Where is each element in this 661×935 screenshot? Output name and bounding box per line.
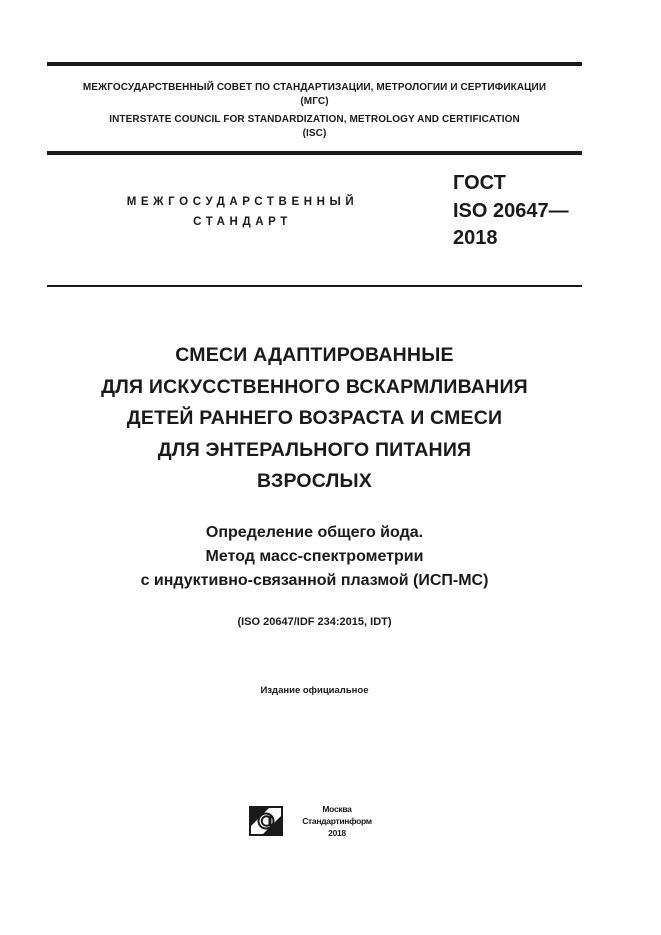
standard-type bbox=[100, 192, 385, 232]
title-line-1: СМЕСИ АДАПТИРОВАННЫЕ bbox=[175, 344, 454, 366]
document-subtitle bbox=[47, 521, 582, 593]
council-en-abbreviation: (ISC) bbox=[302, 127, 327, 139]
standard-type-line-1: МЕЖГОСУДАРСТВЕННЫЙ bbox=[126, 196, 359, 208]
top-divider bbox=[47, 62, 582, 66]
council-name-english bbox=[47, 113, 582, 140]
council-ru-abbreviation: (МГС) bbox=[300, 95, 329, 107]
council-name-russian bbox=[47, 81, 582, 108]
council-ru-line-1: МЕЖГОСУДАРСТВЕННЫЙ СОВЕТ ПО СТАНДАРТИЗАЦИИ, МЕТРОЛОГИИ И СЕРТИФИКАЦИИ bbox=[82, 82, 547, 93]
document-title bbox=[47, 340, 582, 498]
edition-note: Издание официальное bbox=[260, 685, 369, 696]
subtitle-line-1: Определение общего йода. bbox=[205, 524, 424, 541]
designation-line-1: ГОСТ bbox=[453, 172, 506, 194]
title-line-4: ДЛЯ ЭНТЕРАЛЬНОГО ПИТАНИЯ bbox=[157, 438, 472, 461]
title-line-2: ДЛЯ ИСКУССТВЕННОГО ВСКАРМЛИВАНИЯ bbox=[101, 375, 528, 398]
designation-line-3: 2018 bbox=[453, 227, 498, 249]
iso-reference: (ISO 20647/IDF 234:2015, IDT) bbox=[237, 616, 392, 628]
standartinform-logo-icon bbox=[249, 806, 283, 836]
title-line-3: ДЕТЕЙ РАННЕГО ВОЗРАСТА И СМЕСИ bbox=[126, 407, 503, 429]
subtitle-line-2: Метод масс-спектрометрии bbox=[205, 548, 424, 565]
publisher-city: Москва bbox=[322, 804, 352, 814]
publisher-name: Стандартинформ bbox=[302, 816, 372, 826]
publisher-block bbox=[292, 803, 382, 839]
standard-type-line-2: СТАНДАРТ bbox=[193, 216, 292, 228]
publication-year: 2018 bbox=[328, 828, 346, 838]
subtitle-line-3: с индуктивно-связанной плазмой (ИСП-МС) bbox=[140, 572, 489, 589]
council-en-line-1: INTERSTATE COUNCIL FOR STANDARDIZATION, METROLOGY AND CERTIFICATION bbox=[109, 114, 520, 125]
title-line-5: ВЗРОСЛЫХ bbox=[257, 470, 372, 492]
title-divider bbox=[47, 285, 582, 287]
header-divider bbox=[47, 151, 582, 155]
standard-designation bbox=[453, 170, 569, 253]
designation-line-2: ISO 20647— bbox=[453, 199, 569, 222]
